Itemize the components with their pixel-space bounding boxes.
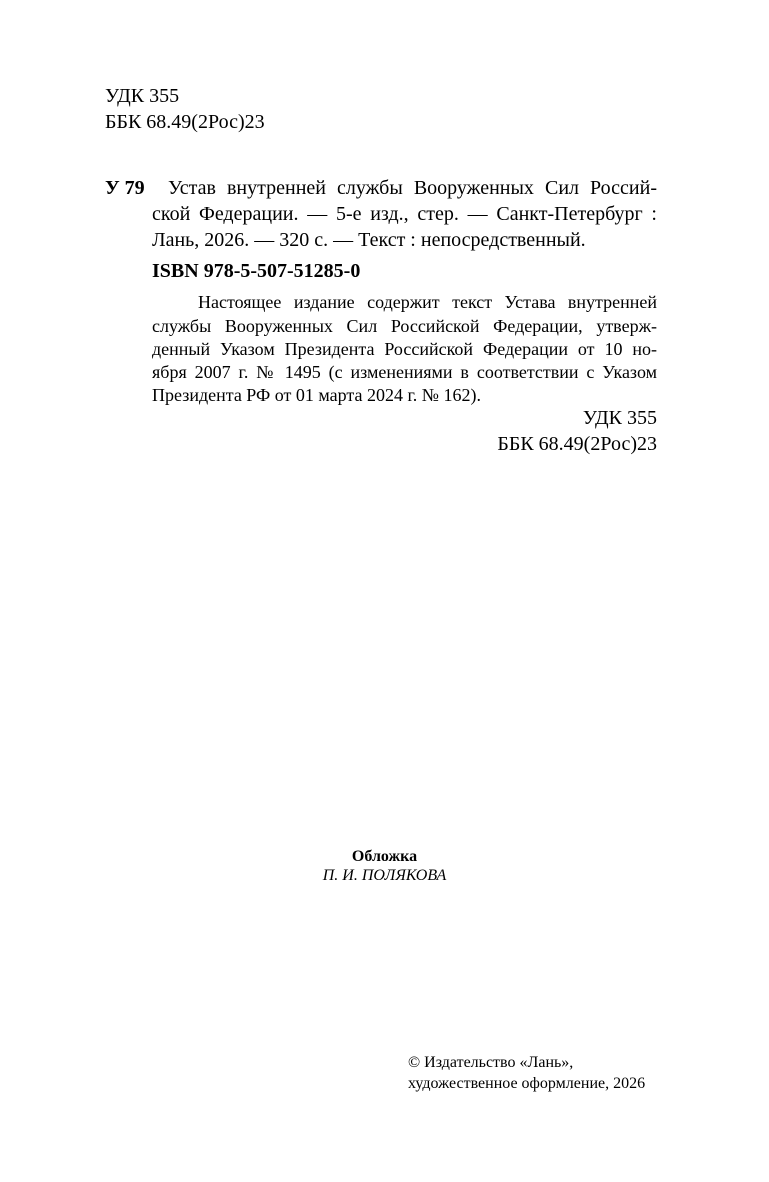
cover-label: Обложка [351, 848, 418, 865]
annotation-line-4: ября 2007 г. № 1495 (с изменениями в соответствии с Указом [152, 362, 657, 382]
annotation-line-2: службы Вооруженных Сил Российской Федерации, утверж- [152, 316, 657, 336]
copyright-line-2: художественное оформление, 2026 [408, 1075, 646, 1092]
bbk-code-right: ББК 68.49(2Рос)23 [497, 433, 657, 455]
annotation-line-1: Настоящее издание содержит текст Устава внутренней [198, 292, 657, 312]
udk-code-right: УДК 355 [582, 407, 657, 429]
bbk-code: ББК 68.49(2Рос)23 [105, 111, 265, 133]
isbn: ISBN 978-5-507-51285-0 [152, 260, 361, 282]
copyright-line-1: © Издательство «Лань», [408, 1054, 574, 1071]
annotation-line-5: Президента РФ от 01 марта 2024 г. № 162). [152, 385, 481, 405]
author-sign: У 79 [105, 177, 145, 199]
cover-author: П. И. ПОЛЯКОВА [322, 867, 447, 884]
entry-line-3: Лань, 2026. — 320 с. — Текст : непосредственный. [152, 229, 586, 251]
entry-line-2: ской Федерации. — 5-е изд., стер. — Санкт-Петербург : [152, 203, 657, 225]
udk-code: УДК 355 [105, 85, 180, 107]
annotation-line-3: денный Указом Президента Российской Федерации от 10 но- [152, 339, 657, 359]
entry-line-1: Устав внутренней службы Вооруженных Сил Россий- [168, 177, 657, 199]
